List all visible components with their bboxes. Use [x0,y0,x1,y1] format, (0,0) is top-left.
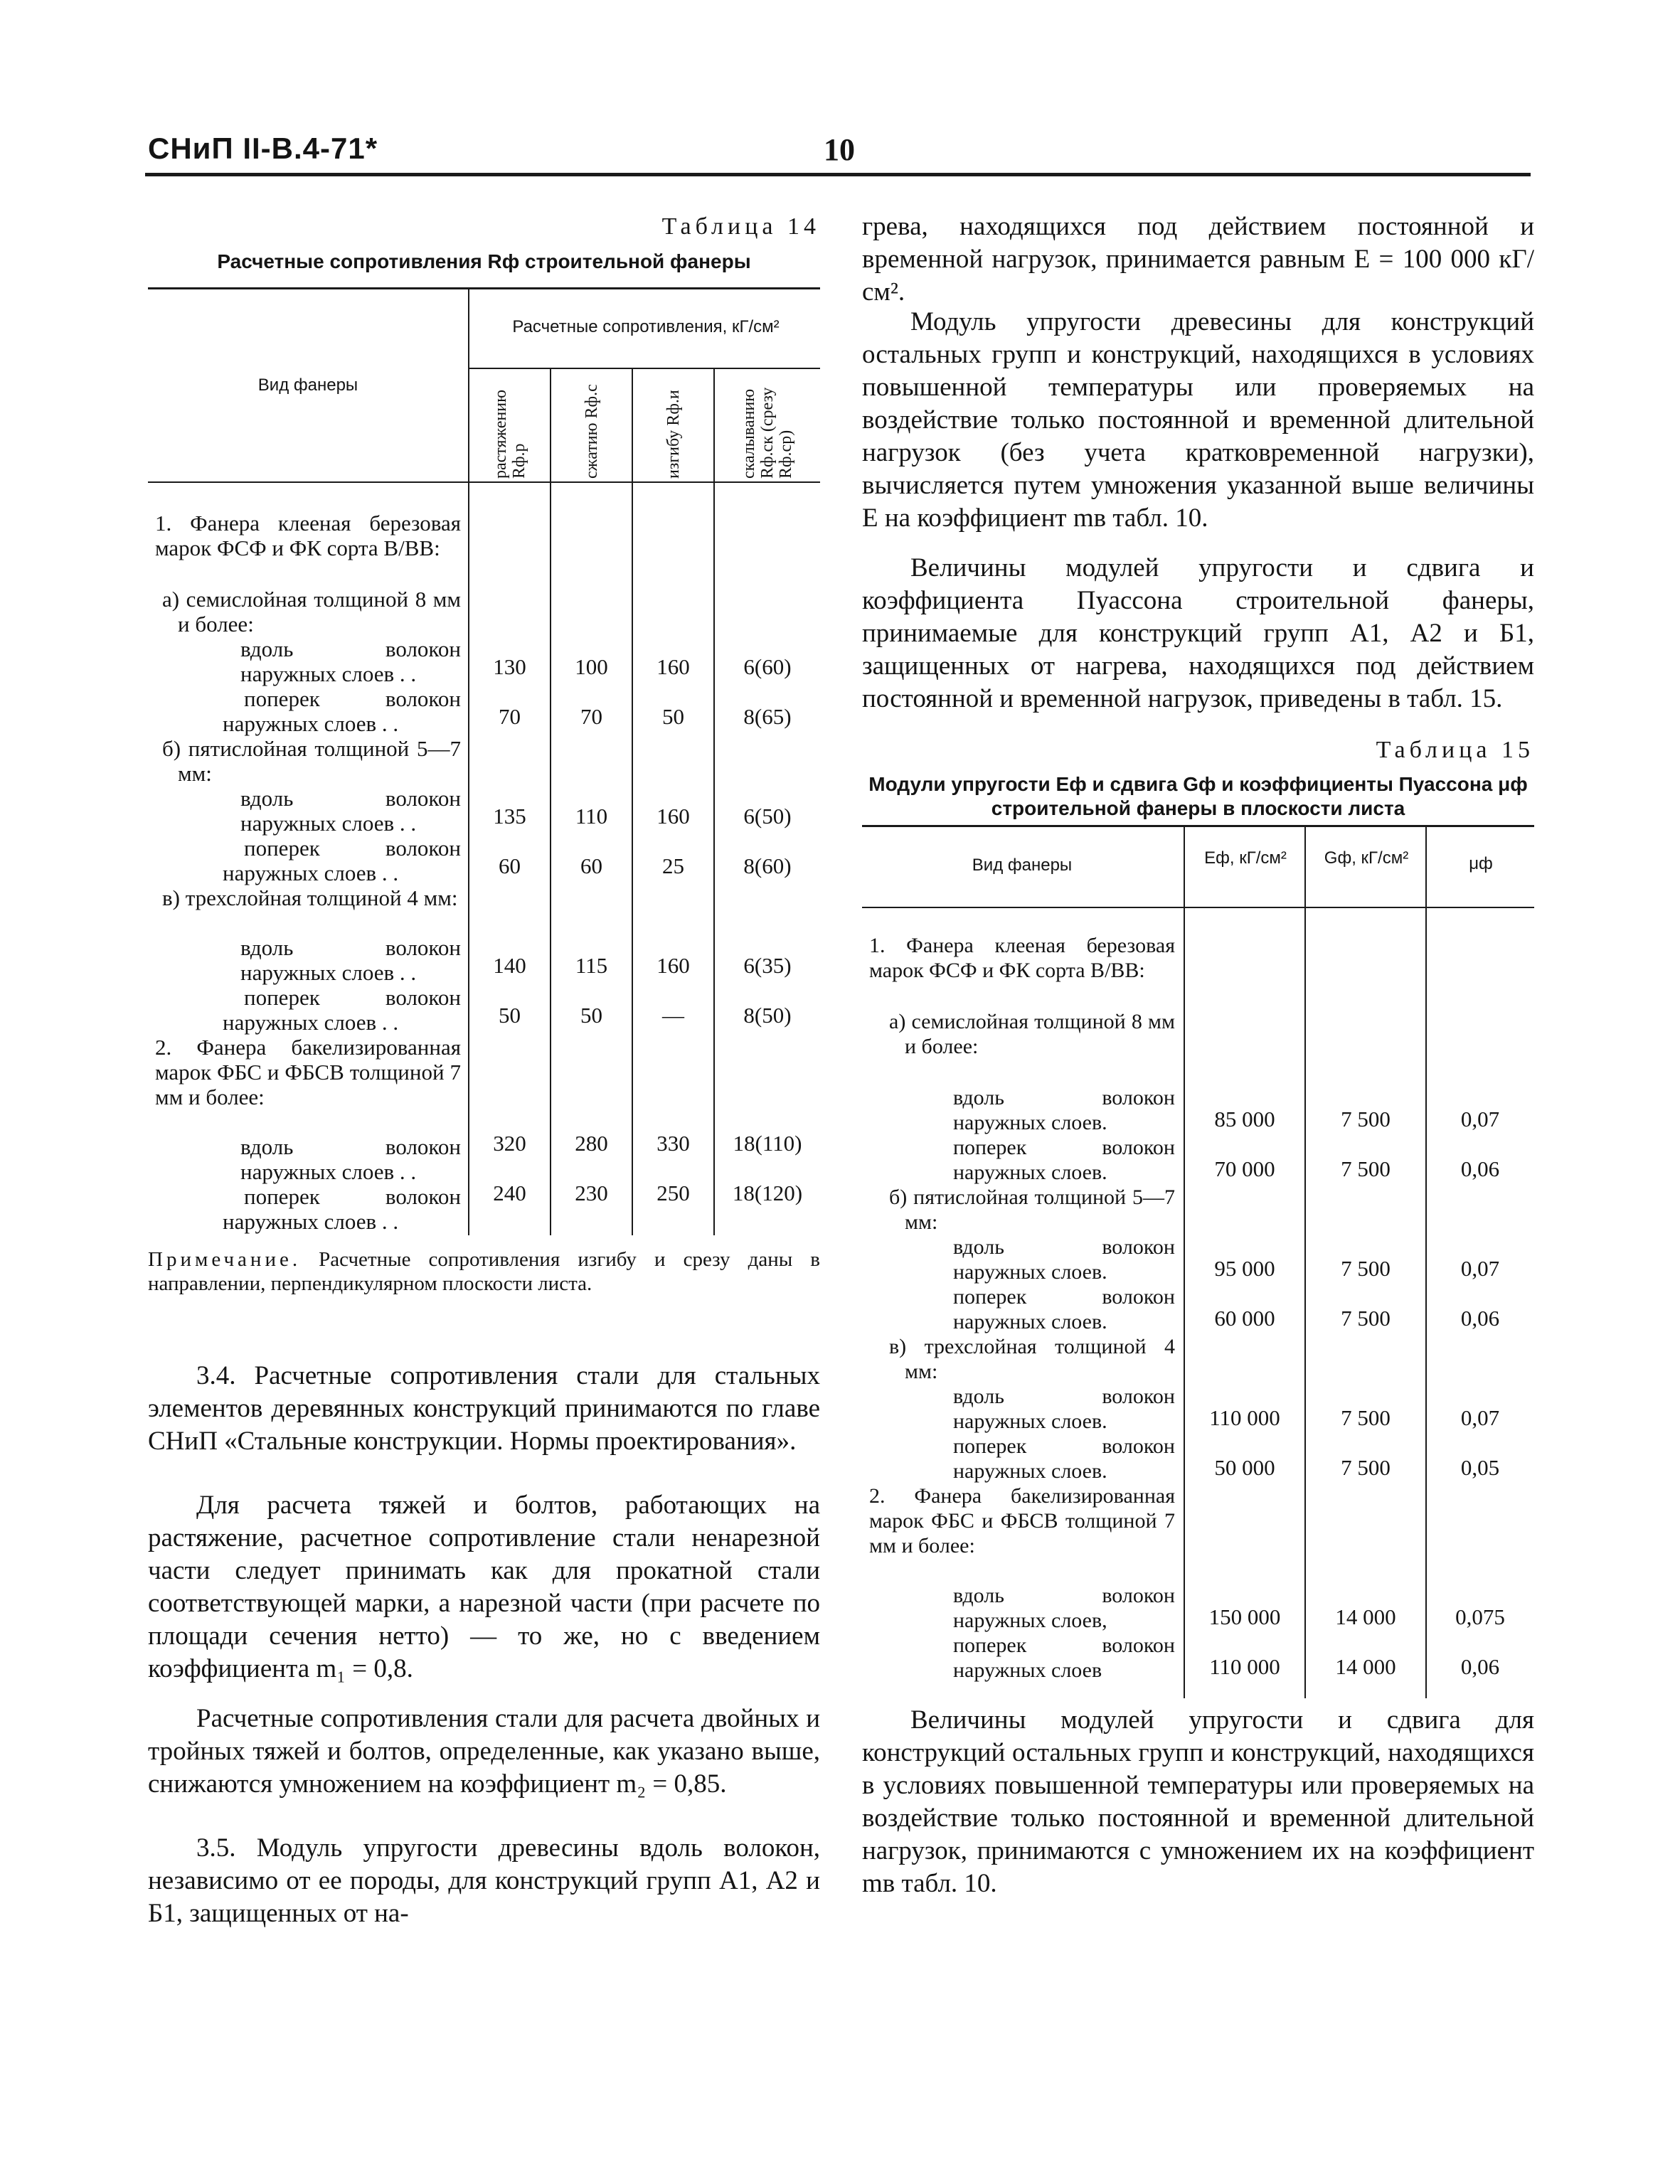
paragraph-3-5-modulus: Модуль упругости древесины для конструкций остальных групп и конструкций, находящихся в условиях повышенной температуры или проверяемых на воздействие только постоянной и временной длительной нагрузок (без учета кратковременной нагрузки), вычисляется путем умножения указанной выше величины E на коэффициент mв табл. 10. [862,307,1534,533]
table15-header [862,827,1534,907]
table15-caption: Таблица 15 [1376,737,1534,763]
table15-row-label: 2. Фанера бакелизированная марок ФБС и ФБСВ толщиной 7 мм и более: [869,1484,1175,1557]
table14-col-shear: скалыванию Rф.ск (срезу Rф.ср) [740,387,795,479]
table14-note-label: Примечание. [148,1248,302,1271]
table14-row-label: 1. Фанера клееная березовая марок ФСФ и ФК сорта В/ВВ: [155,511,461,560]
table14-row-label: б) пятислойная толщиной 5—7 мм: [162,736,461,786]
table15-row-label: поперек волокон наружных слоев [953,1634,1175,1682]
table14-row-label: поперек волокон наружных слоев . . [223,1184,461,1234]
paragraph-final: Величины модулей упругости и сдвига для конструкций остальных групп и конструкций, находящихся в условиях повышенной температуры или проверяемых на воздействие только постоянной и временной длительной нагрузок, принимаются с умножением их на коэффициент mв табл. 10. [862,1705,1534,1898]
table15-row-label: б) пятислойная толщиной 5—7 мм: [889,1186,1175,1234]
table14-row-label: в) трехслойная толщиной 4 мм: [162,885,458,910]
table14-caption: Таблица 14 [661,213,820,240]
table14-note-text: Расчетные сопротивления изгибу и срезу даны в направлении, перпендикулярном плоскости листа. [148,1248,820,1295]
paragraph-3-4-double-ties: Расчетные сопротивления стали для расчета двойных и тройных тяжей и болтов, определенные, как указано выше, снижаются умножением на коэффициент m₂ = 0,85. [148,1704,820,1799]
table14-header [148,289,820,481]
table15-title: Модули упругости Eф и сдвига Gф и коэффициенты Пуассона μф строительной фанеры в плоскости листа [868,773,1528,819]
table15-row-label: поперек волокон наружных слоев. [953,1136,1175,1184]
table14-row-label: поперек волокон наружных слоев . . [223,686,461,736]
table14-header-rule [148,481,820,483]
table15-row-label: в) трехслойная толщиной 4 мм: [889,1335,1175,1383]
table14-row-label: вдоль волокон наружных слоев . . [240,1134,461,1184]
table15-row-label: 1. Фанера клееная березовая марок ФСФ и ФК сорта В/ВВ: [869,934,1175,982]
right-column: грева, находящихся под действием постоянной и временной нагрузок, принимается равным E = 100 000 кГ/см². Модуль упругости древесины для конструкций остальных групп и конструкций, находящихся в условиях повышенной температуры или проверяемых на воздействие только постоянной и временной длительной нагрузок (без учета кратковременной нагрузки), вычисляется путем умножения указанной выше величины E на коэффициент mв табл. 10. Величины модулей упругости и сдвига и коэффициента Пуассона строительной фанеры, принимаемые для конструкций групп А1, А2 и Б1, защищенных от нагрева, находящихся под действием постоянной и временной нагрузок, приведены в табл. 15. Таблица 15 Модули упругости Eф и сдвига Gф и коэффициенты Пуассона μф строительной фанеры в плоскости листа Вид фанеры Eф, кГ/см² Gф, кГ/см² μф 1. Фанера клееная березовая марок ФСФ и ФК сорта В/ВВ: а) семислойная толщиной 8 мм и более: вдоль волокон наружных слоев. поперек волокон наружных слоев. б) пятислойная толщиной 5—7 мм: вдоль волокон наружных слоев. поперек волокон наружных слоев. в) трехслойная толщиной 4 мм: вдоль волокон наружных слоев. поперек волокон наружных слоев. 2. Фанера бакелизированная марок ФБС и ФБСВ толщиной 7 мм и более: вдоль волокон наружных слоев, поперек волокон наружных слоев 85 000 7 500 0,07 70 000 7 500 0,06 95 000 7 500 0,07 60 000 7 500 0,06 110 000 7 500 0,07 50 000 7 500 0,05 150 000 14 000 0,075 110 000 14 000 0,06 Величины модулей упругости и сдвига для конструкций остальных групп и конструкций, находящихся в условиях повышенной температуры или проверяемых на воздействие только постоянной и временной длительной нагрузок, принимаются с умножением их на коэффициент mв табл. 10. [862,0,1534,2184]
table14-note [148,1247,820,1296]
table14-row-label: поперек волокон наружных слоев . . [223,836,461,885]
table15-row-label: вдоль волокон наружных слоев. [953,1086,1175,1134]
table15-row-label: вдоль волокон наружных слоев, [953,1584,1175,1632]
table14-body [148,511,461,1234]
table14-row-label: а) семислойная толщиной 8 мм и более: [162,587,461,636]
table14-col-compression: сжатию Rф.с [582,384,601,479]
table15-row-label: вдоль волокон наружных слоев. [953,1235,1175,1284]
paragraph-3-4-bolts: Для расчета тяжей и болтов, работающих на растяжение, расчетное сопротивление стали ненарезной части следует принимать как для прокатной стали соответствующей марки, а нарезной части (при расчете по площади сечения нетто) — то же, но с введением коэффициента m₁ = 0,8. [148,1491,820,1683]
table15-header-rule [862,907,1534,908]
table15-col-g: Gф, кГ/см² [1324,848,1409,868]
table15-row-label: поперек волокон наружных слоев. [953,1285,1175,1333]
page-number: 10 [824,132,855,167]
table15-body [862,933,1175,1683]
paragraph-3-4: 3.4. Расчетные сопротивления стали для стальных элементов деревянных конструкций принимаются по главе СНиП «Стальные конструкции. Нормы проектирования». [148,1361,820,1456]
table15-row-label: поперек волокон наружных слоев. [953,1434,1175,1483]
document-code: СНиП II-В.4-71* [148,132,378,165]
table14-row-label: вдоль волокон наружных слоев . . [240,935,461,985]
table15-col-kind: Вид фанеры [972,856,1073,875]
table14-row-label: поперек волокон наружных слоев . . [223,985,461,1035]
table15-row-label: а) семислойная толщиной 8 мм и более: [889,1010,1175,1058]
paragraph-3-5-plywood: Величины модулей упругости и сдвига и коэффициента Пуассона строительной фанеры, принимаемые для конструкций групп А1, А2 и Б1, защищенных от нагрева, находящихся под действием постоянной и временной нагрузок, приведены в табл. 15. [862,553,1534,713]
table15-col-e: Eф, кГ/см² [1204,848,1287,868]
table14-title: Расчетные сопротивления Rф строительной фанеры [217,250,751,272]
table14-col-bending: изгибу Rф.и [664,390,683,479]
table14-row-label: вдоль волокон наружных слоев . . [240,786,461,836]
table14-col-kind: Вид фанеры [257,375,358,395]
table14-col-tension: растяжению Rф.р [491,389,528,479]
table14-row-label: вдоль волокон наружных слоев . . [240,636,461,686]
left-column: Таблица 14 Расчетные сопротивления Rф строительной фанеры Вид фанеры Расчетные сопротивления, кГ/см² растяжению Rф.р сжатию Rф.с изгибу Rф.и скалыванию Rф.ск (срезу Rф.ср) 1. Фанера клееная березовая марок ФСФ и ФК сорта В/ВВ: а) семислойная толщиной 8 мм и более: вдоль волокон наружных слоев . . поперек волокон наружных слоев . . б) пятислойная толщиной 5—7 мм: вдоль волокон наружных слоев . . поперек волокон наружных слоев . . в) трехслойная толщиной 4 мм: вдоль волокон наружных слоев . . поперек волокон наружных слоев . . 2. Фанера бакелизированная марок ФБС и ФБСВ толщиной 7 мм и более: вдоль волокон наружных слоев . . поперек волокон наружных слоев . . 130 100 160 6(60) 70 70 50 8(65) 135 110 160 6(50) 60 60 25 8(60) 140 115 160 6(35) 50 50 — 8(50) 320 280 330 18(110) 240 230 250 18(120) Примечание. Расчетные сопротивления изгибу и срезу даны в направлении, перпендикулярном плоскости листа. 3.4. Расчетные сопротивления стали для стальных элементов деревянных конструкций принимаются по главе СНиП «Стальные конструкции. Нормы проектирования». Для расчета тяжей и болтов, работающих на растяжение, расчетное сопротивление стали ненарезной части следует принимать как для прокатной стали соответствующей марки, а нарезной части (при расчете по площади сечения нетто) — то же, но с введением коэффициента m₁ = 0,8. Расчетные сопротивления стали для расчета двойных и тройных тяжей и болтов, определенные, как указано выше, снижаются умножением на коэффициент m₂ = 0,85. 3.5. Модуль упругости древесины вдоль волокон, независимо от ее породы, для конструкций групп А1, А2 и Б1, защищенных от на- [148,0,820,2184]
table15-row-label: вдоль волокон наружных слоев. [953,1385,1175,1433]
table14-col-group: Расчетные сопротивления, кГ/см² [512,317,780,336]
paragraph-3-5: 3.5. Модуль упругости древесины вдоль волокон, независимо от ее породы, для конструкций групп А1, А2 и Б1, защищенных от на- [148,1833,820,1928]
table14-row-label: 2. Фанера бакелизированная марок ФБС и ФБСВ толщиной 7 мм и более: [155,1035,461,1109]
paragraph-3-5-continued: грева, находящихся под действием постоянной и временной нагрузок, принимается равным E = 100 000 кГ/см². [862,212,1534,307]
table15-col-mu: μф [1469,854,1493,873]
